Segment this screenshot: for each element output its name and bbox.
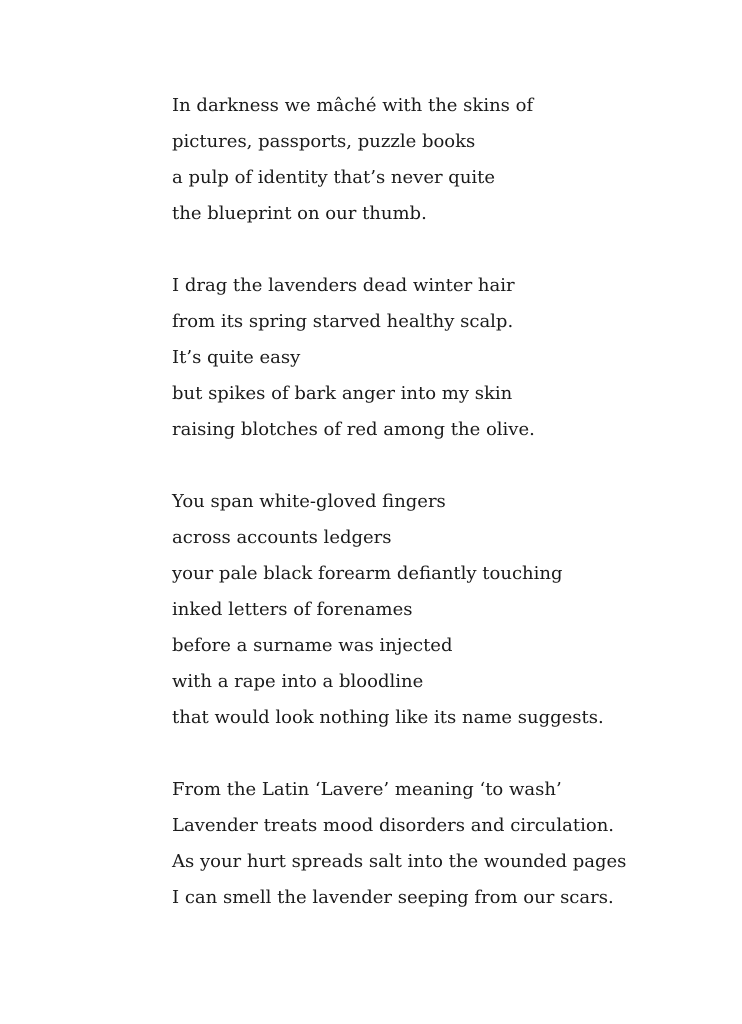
poem-line: It’s quite easy — [172, 347, 301, 368]
poem-line: In darkness we mâché with the skins of — [172, 95, 534, 116]
poem-line: inked letters of forenames — [172, 599, 413, 620]
poem-line: the blueprint on our thumb. — [172, 203, 427, 224]
stanza-4 — [172, 776, 712, 920]
stanza-2 — [172, 272, 712, 452]
poem-line: Lavender treats mood disorders and circulation. — [172, 815, 615, 836]
poem-line: I can smell the lavender seeping from our scars. — [172, 887, 614, 908]
poem-line: that would look nothing like its name suggests. — [172, 707, 604, 728]
poem-line: your pale black forearm defiantly touching — [172, 563, 563, 584]
poem-line: from its spring starved healthy scalp. — [172, 311, 514, 332]
poem-line: You span white-gloved fingers — [172, 491, 446, 512]
poem-body — [172, 92, 712, 956]
poem-line: raising blotches of red among the olive. — [172, 419, 535, 440]
poem-line: a pulp of identity that’s never quite — [172, 167, 496, 188]
poem-line: across accounts ledgers — [172, 527, 392, 548]
poem-line: before a surname was injected — [172, 635, 453, 656]
poem-line: From the Latin ‘Lavere’ meaning ‘to wash’ — [172, 779, 562, 800]
poem-line: but spikes of bark anger into my skin — [172, 383, 513, 404]
poem-line: As your hurt spreads salt into the wounded pages — [172, 851, 627, 872]
poem-line: pictures, passports, puzzle books — [172, 131, 476, 152]
poem-line: I drag the lavenders dead winter hair — [172, 275, 515, 296]
poem-line: with a rape into a bloodline — [172, 671, 424, 692]
stanza-1 — [172, 92, 712, 236]
stanza-3 — [172, 488, 712, 740]
